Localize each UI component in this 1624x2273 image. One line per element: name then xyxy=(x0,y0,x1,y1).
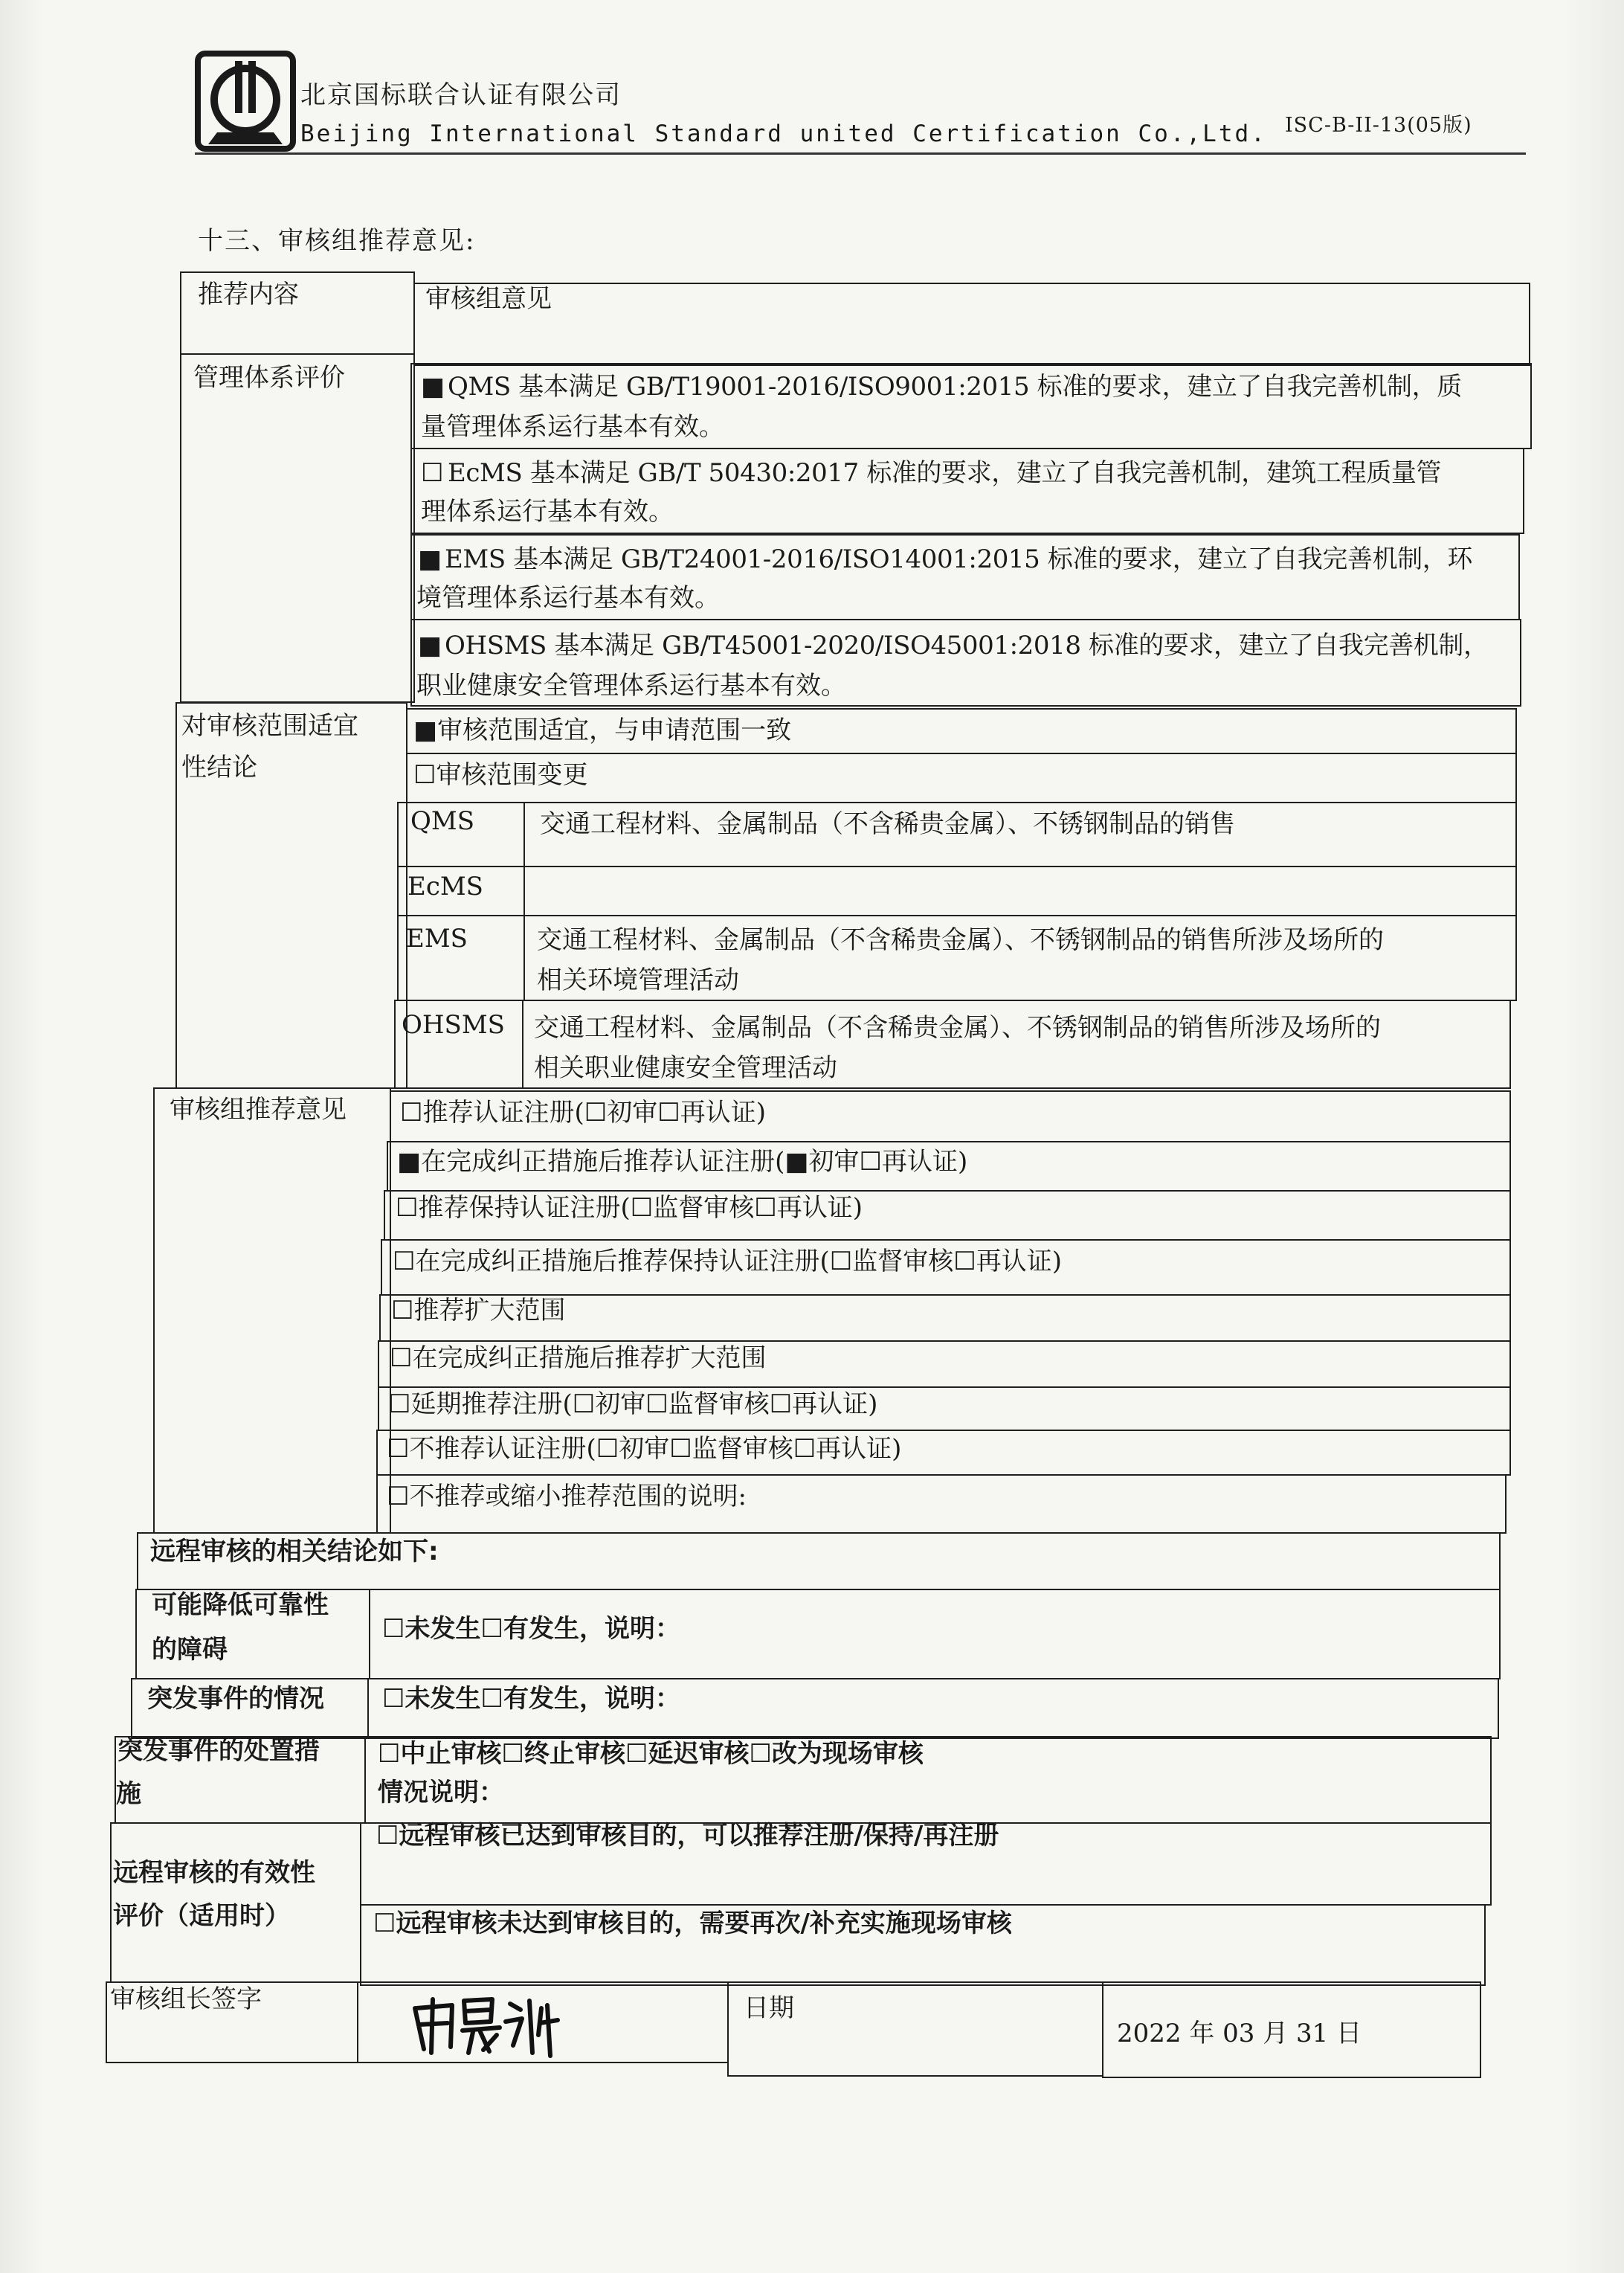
measure-label-line1: 突发事件的处置措 xyxy=(117,1736,320,1766)
recommend-item-6: ☐延期推荐注册(☐初审☐监督审核☐再认证) xyxy=(388,1389,878,1419)
recommend-item-5: ☐在完成纠正措施后推荐扩大范围 xyxy=(390,1343,767,1373)
scope-desc-cell-ecms xyxy=(523,866,1517,916)
scope-label-line1: 对审核范围适宜 xyxy=(181,711,358,741)
scope-std-ems: EMS xyxy=(406,924,468,954)
form-code: ISC-B-II-13(05版) xyxy=(1285,114,1472,137)
mgmt-eval-ems-line1: EMS 基本满足 GB/T24001-2016/ISO14001:2015 标准的要求，建立了自我完善机制，环 xyxy=(445,544,1472,574)
mgmt-eval-ohsms-line1: OHSMS 基本满足 GB/T45001-2020/ISO45001:2018 标准的要求，建立了自我完善机制， xyxy=(445,631,1489,660)
recommend-label: 审核组推荐意见 xyxy=(170,1095,347,1125)
recommend-item-7: ☐不推荐认证注册(☐初审☐监督审核☐再认证) xyxy=(387,1434,902,1464)
mgmt-eval-ohsms-mark: ■ xyxy=(418,631,442,660)
measure-label-line2: 施 xyxy=(116,1779,141,1809)
measure-line2: 情况说明： xyxy=(378,1778,504,1807)
measure-line1: ☐中止审核☐终止审核☐延迟审核☐改为现场审核 xyxy=(378,1739,924,1769)
recommend-item-8: ☐不推荐或缩小推荐范围的说明: xyxy=(387,1482,747,1511)
mgmt-eval-ecms-line1: EcMS 基本满足 GB/T 50430:2017 标准的要求，建立了自我完善机制，建筑工程质量管 xyxy=(448,458,1442,488)
validity-label-line1: 远程审核的有效性 xyxy=(113,1858,315,1888)
scope-label-line2: 性结论 xyxy=(181,753,257,782)
scope-std-ohsms: OHSMS xyxy=(402,1010,505,1040)
scope-opt1: ■审核范围适宜，与申请范围一致 xyxy=(413,716,792,745)
mgmt-eval-ems-line2: 境管理体系运行基本有效。 xyxy=(416,583,720,613)
scope-desc-ohsms-line1: 交通工程材料、金属制品（不含稀贵金属）、不锈钢制品的销售所涉及场所的 xyxy=(534,1013,1381,1043)
company-logo-icon xyxy=(195,51,296,152)
date-label: 日期 xyxy=(744,1993,794,2023)
recommend-item-0: ☐推荐认证注册(☐初审☐再认证) xyxy=(400,1098,766,1128)
mgmt-eval-ecms-mark: ☐ xyxy=(421,458,444,488)
obstacle-value: ☐未发生☐有发生，说明： xyxy=(382,1614,680,1644)
signature-label: 审核组长签字 xyxy=(110,1984,262,2014)
scope-desc-ems-line2: 相关环境管理活动 xyxy=(537,965,739,995)
remote-heading: 远程审核的相关结论如下: xyxy=(150,1537,439,1566)
scope-std-qms: QMS xyxy=(410,806,474,836)
mgmt-eval-label-cell xyxy=(180,353,415,703)
emergency-label: 突发事件的情况 xyxy=(147,1684,324,1714)
recommend-item-4: ☐推荐扩大范围 xyxy=(391,1296,566,1325)
validity-opt1: ☐远程审核已达到审核目的，可以推荐注册/保持/再注册 xyxy=(376,1821,999,1851)
mgmt-eval-ems-mark: ■ xyxy=(418,544,442,574)
scope-desc-ems-line1: 交通工程材料、金属制品（不含稀贵金属）、不锈钢制品的销售所涉及场所的 xyxy=(537,925,1384,955)
company-name-en: Beijing International Standard united Certification Co.,Ltd. xyxy=(300,120,1267,147)
company-name-cn: 北京国标联合认证有限公司 xyxy=(300,80,622,110)
mgmt-eval-qms-mark: ■ xyxy=(421,372,445,402)
mgmt-eval-ecms-line2: 理体系运行基本有效。 xyxy=(421,497,674,527)
handwritten-signature-icon xyxy=(402,1978,565,2060)
recommend-label-cell xyxy=(153,1087,391,1534)
scope-opt2: ☐审核范围变更 xyxy=(413,760,588,790)
mgmt-eval-label: 管理体系评价 xyxy=(193,363,345,393)
header-divider xyxy=(195,152,1526,155)
scope-desc-qms: 交通工程材料、金属制品（不含稀贵金属）、不锈钢制品的销售 xyxy=(540,809,1235,839)
scope-desc-ohsms-line2: 相关职业健康安全管理活动 xyxy=(534,1053,837,1083)
recommend-item-3: ☐在完成纠正措施后推荐保持认证注册(☐监督审核☐再认证) xyxy=(393,1247,1062,1276)
scope-std-ecms: EcMS xyxy=(407,872,483,901)
date-value: 2022 年 03 月 31 日 xyxy=(1117,2019,1362,2048)
recommend-item-2: ☐推荐保持认证注册(☐监督审核☐再认证) xyxy=(396,1193,863,1223)
mgmt-eval-ohsms-line2: 职业健康安全管理体系运行基本有效。 xyxy=(416,671,846,701)
header-label-content: 推荐内容 xyxy=(198,280,299,309)
mgmt-eval-qms-line1: QMS 基本满足 GB/T19001-2016/ISO9001:2015 标准的要求，建立了自我完善机制，质 xyxy=(448,372,1462,402)
mgmt-eval-qms-line2: 量管理体系运行基本有效。 xyxy=(421,412,724,442)
recommend-item-1: ■在完成纠正措施后推荐认证注册(■初审☐再认证) xyxy=(397,1147,968,1177)
obstacle-label-line1: 可能降低可靠性 xyxy=(152,1590,329,1620)
header-label-opinion: 审核组意见 xyxy=(425,284,552,314)
emergency-value: ☐未发生☐有发生，说明： xyxy=(382,1684,680,1714)
validity-label-line2: 评价（适用时） xyxy=(113,1901,290,1931)
validity-opt2: ☐远程审核未达到审核目的，需要再次/补充实施现场审核 xyxy=(373,1909,1012,1938)
section-title: 十三、审核组推荐意见: xyxy=(198,226,476,256)
header-cell-opinion xyxy=(413,283,1530,366)
obstacle-label-line2: 的障碍 xyxy=(152,1635,228,1665)
